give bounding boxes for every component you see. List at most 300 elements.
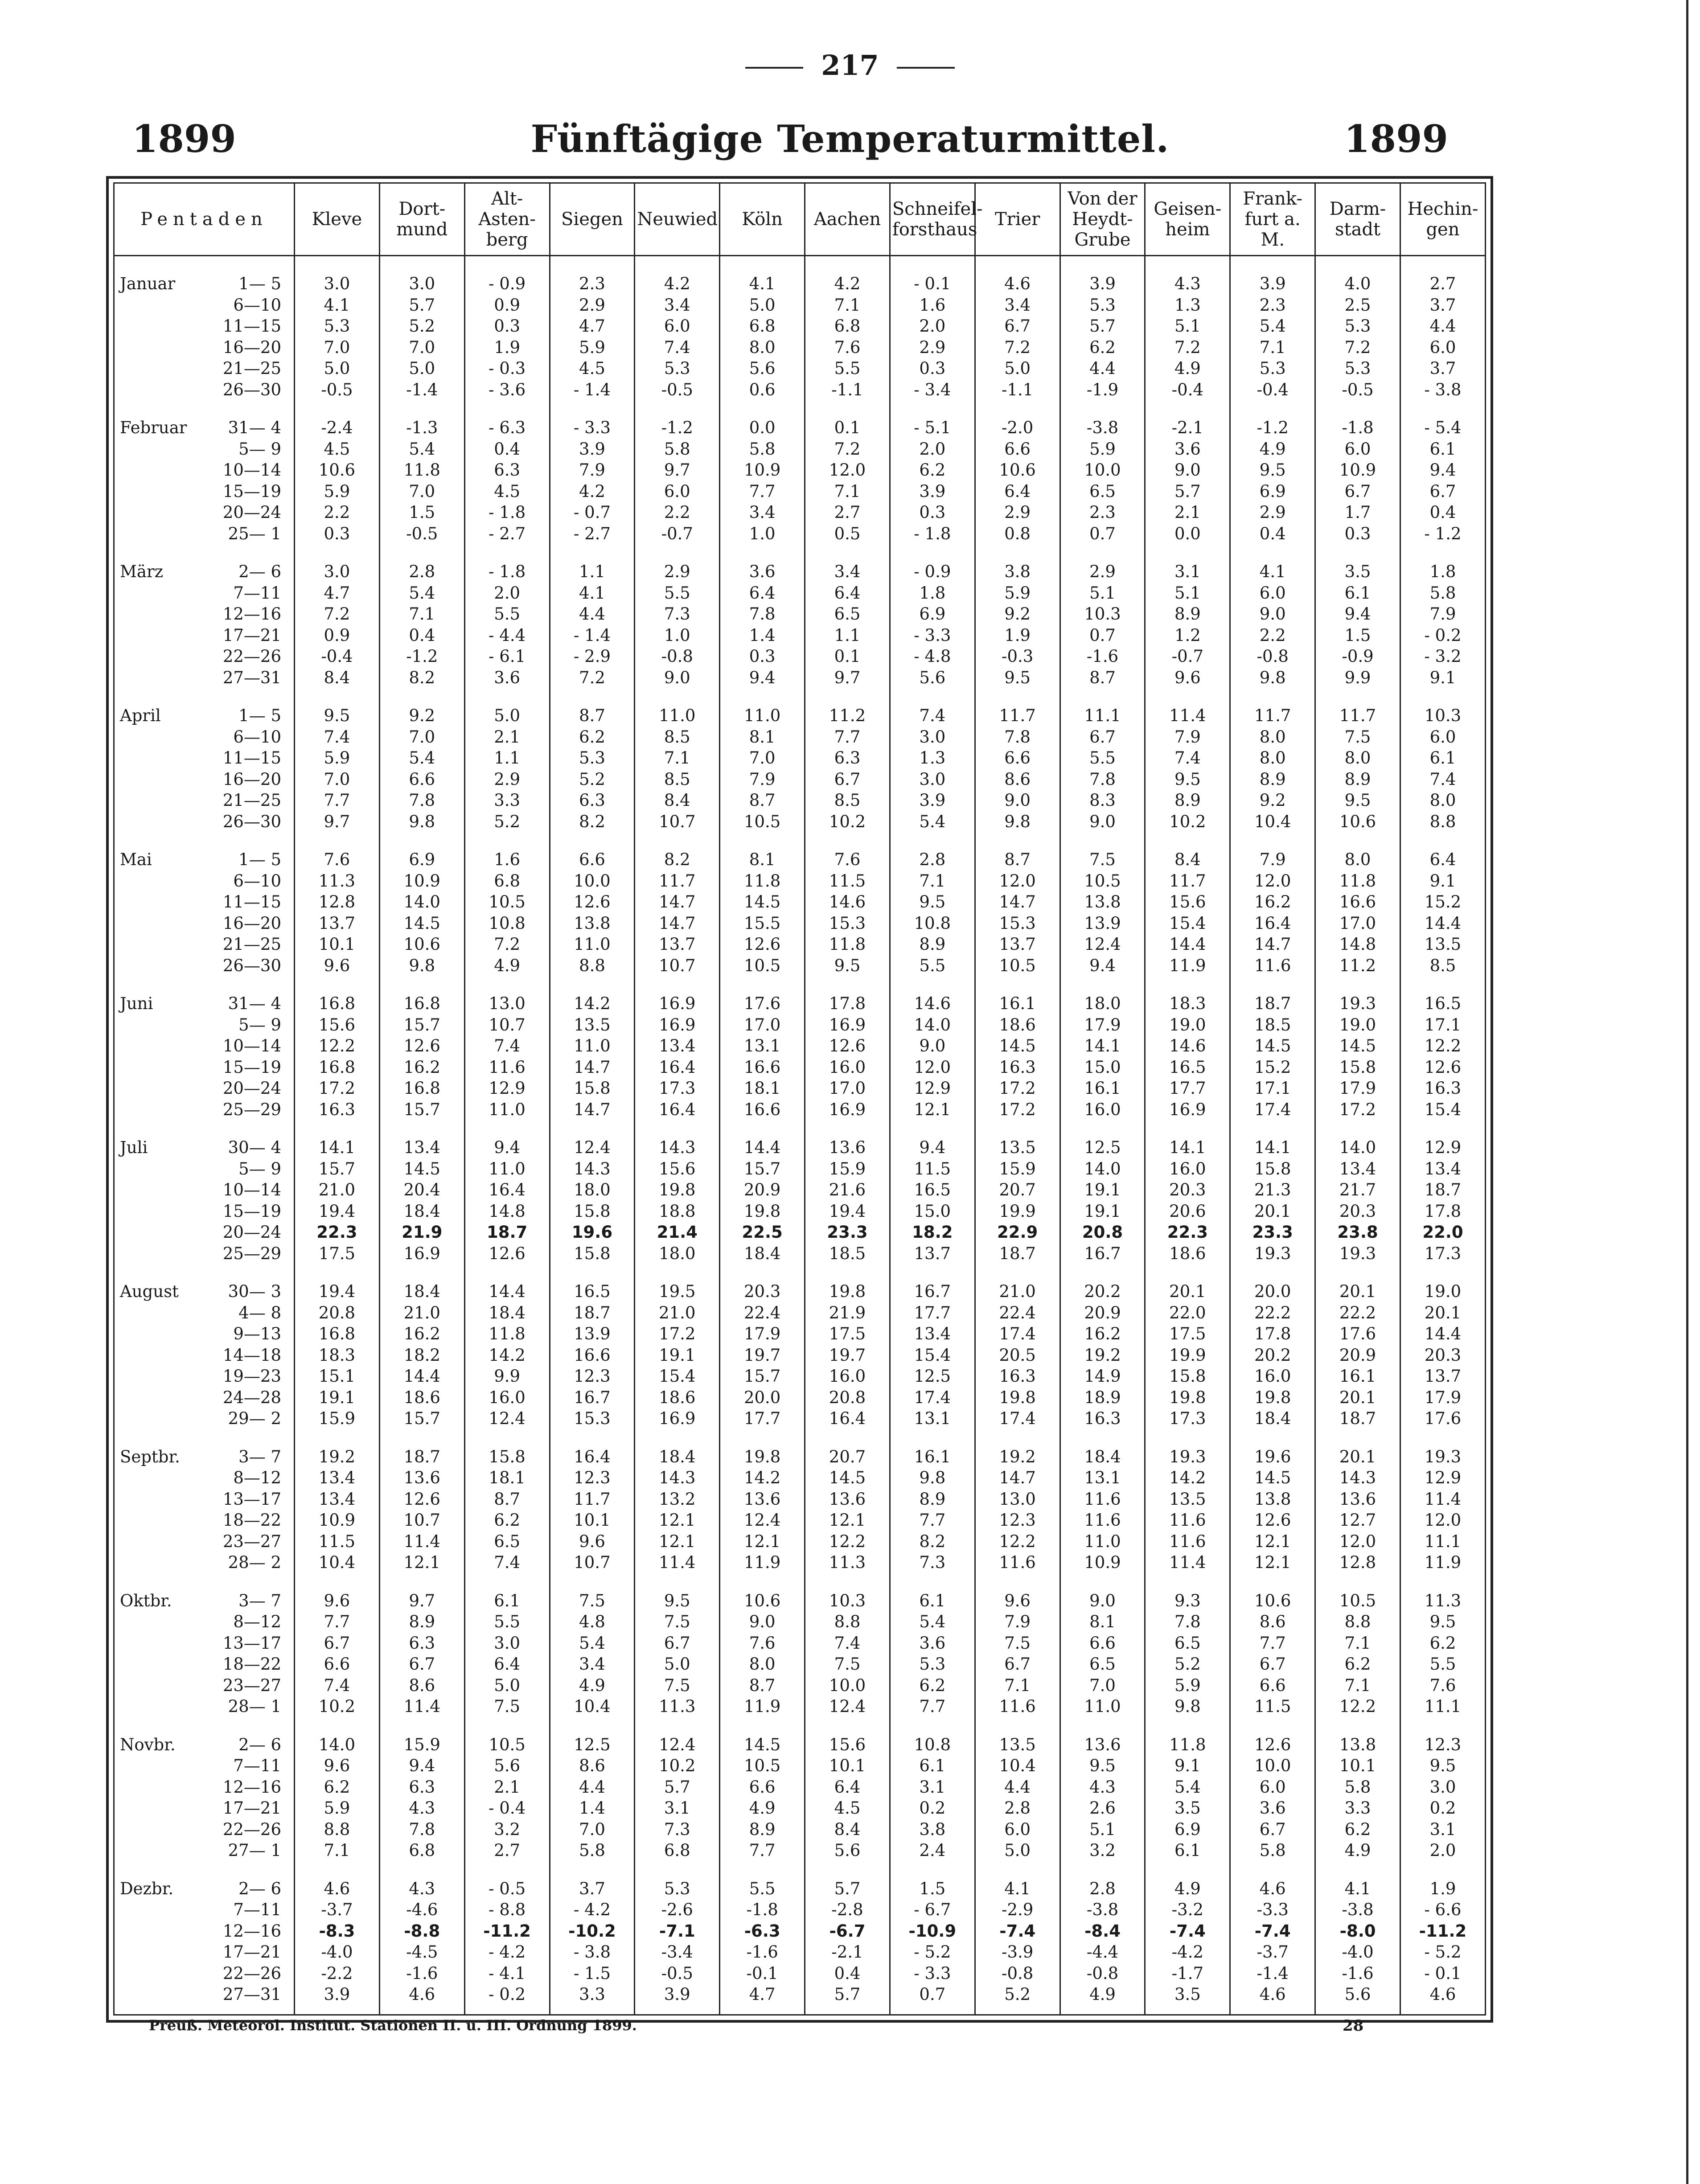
- temperature-value: 7.8: [409, 791, 435, 810]
- temperature-value: 3.4: [1004, 295, 1031, 315]
- station-values-cell: [464, 1281, 550, 1429]
- temperature-value: 10.6: [999, 460, 1036, 480]
- temperature-value: 6.1: [1429, 748, 1456, 768]
- temperature-value: 2.7: [834, 503, 861, 522]
- spacer-cell: [890, 688, 975, 705]
- temperature-value: -8.3: [319, 1921, 355, 1941]
- month-name: [115, 790, 182, 811]
- temperature-value: 0.7: [1089, 524, 1116, 543]
- temperature-value: 7.4: [834, 1633, 861, 1653]
- temperature-value: 11.3: [829, 1553, 866, 1572]
- pentad-label-cell: [114, 1878, 295, 2005]
- spacer-cell: [975, 832, 1060, 849]
- spacer-cell: [1060, 400, 1145, 417]
- temperature-value: 17.2: [999, 1079, 1036, 1098]
- spacer-cell: [295, 1429, 380, 1446]
- temperature-value: 6.6: [579, 850, 605, 869]
- month-name: [115, 1696, 182, 1717]
- temperature-value: 18.7: [403, 1447, 440, 1466]
- temperature-value: 7.4: [1429, 769, 1456, 789]
- pentad-range: 1— 5: [238, 274, 281, 293]
- temperature-value: 15.8: [489, 1447, 526, 1466]
- temperature-value: - 0.5: [489, 1879, 526, 1898]
- pentad-label: [115, 1158, 294, 1180]
- temperature-value: 18.6: [999, 1015, 1036, 1035]
- temperature-value: 3.5: [1174, 1798, 1201, 1818]
- header-station-11: [1230, 183, 1315, 256]
- station-values-cell: [720, 1590, 805, 1717]
- station-values-cell: [1060, 1446, 1145, 1573]
- temperature-value: 14.5: [403, 1159, 440, 1178]
- pentad-range: 7—11: [233, 583, 281, 603]
- temperature-value: 22.0: [1422, 1223, 1463, 1242]
- pentad-label: [115, 891, 294, 913]
- pentad-range: 21—25: [222, 359, 281, 378]
- station-values-cell: [890, 561, 975, 688]
- spacer-cell: [890, 1717, 975, 1734]
- spacer-cell: [720, 976, 805, 993]
- temperature-value: 10.4: [574, 1697, 611, 1716]
- temperature-value: 13.6: [829, 1138, 866, 1157]
- spacer-cell: [464, 688, 550, 705]
- pentad-label: [115, 1099, 294, 1121]
- temperature-value: 6.6: [749, 1777, 776, 1797]
- temperature-value: 14.1: [1084, 1036, 1121, 1055]
- spacer-cell: [550, 544, 635, 561]
- temperature-value: 20.9: [1084, 1303, 1121, 1322]
- temperature-value: 6.4: [1429, 850, 1456, 869]
- spacer-cell: [805, 832, 890, 849]
- temperature-value: 4.3: [1089, 1777, 1116, 1797]
- spacer-cell: [720, 544, 805, 561]
- pentad-range: 2— 6: [238, 1879, 281, 1898]
- pentad-label: [115, 460, 294, 481]
- temperature-value: -1.4: [406, 380, 438, 399]
- month-name: [115, 1675, 182, 1696]
- spacer-cell: [550, 832, 635, 849]
- spacer-cell: [1315, 976, 1400, 993]
- temperature-value: 11.8: [829, 935, 866, 954]
- spacer-cell: [1230, 1861, 1315, 1878]
- temperature-value: 4.6: [1259, 1879, 1286, 1898]
- spacer-cell: [975, 1429, 1060, 1446]
- spacer-cell: [805, 688, 890, 705]
- temperature-value: 11.4: [1169, 706, 1206, 725]
- temperature-value: 3.4: [834, 562, 861, 581]
- month-name: [115, 811, 182, 833]
- month-name: [115, 1158, 182, 1180]
- temperature-value: - 3.4: [914, 380, 951, 399]
- temperature-value: 21.9: [829, 1303, 866, 1322]
- temperature-value: 11.1: [1084, 706, 1121, 725]
- temperature-value: -0.7: [661, 524, 693, 543]
- pentad-range: 20—24: [222, 1223, 281, 1242]
- pentad-range: 3— 7: [238, 1447, 281, 1466]
- pentad-label: [115, 1963, 294, 1984]
- station-values-cell: [379, 417, 464, 544]
- temperature-value: 7.5: [1089, 850, 1116, 869]
- pentad-range: 19—23: [222, 1367, 281, 1386]
- temperature-value: 10.9: [318, 1511, 356, 1530]
- temperature-value: 9.8: [1259, 668, 1286, 687]
- temperature-value: 9.5: [1004, 668, 1031, 687]
- pentad-range: 5— 9: [238, 1015, 281, 1035]
- pentad-range: 30— 3: [228, 1282, 281, 1301]
- temperature-value: 10.5: [743, 812, 781, 831]
- station-values-cell: [1230, 1137, 1315, 1264]
- temperature-value: 13.6: [829, 1489, 866, 1509]
- temperature-value: 18.7: [574, 1303, 611, 1322]
- temperature-value: 2.0: [919, 316, 946, 336]
- scan-edge-line: [1686, 0, 1688, 2184]
- temperature-value: 13.1: [1084, 1468, 1121, 1487]
- station-values-cell: [1400, 273, 1485, 400]
- header-station-3: [550, 183, 635, 256]
- spacer-cell: [379, 1573, 464, 1590]
- spacer-cell: [975, 976, 1060, 993]
- temperature-value: 16.4: [574, 1447, 611, 1466]
- temperature-value: 13.4: [318, 1468, 356, 1487]
- pentad-range: 14—18: [222, 1345, 281, 1365]
- temperature-value: 20.1: [1424, 1303, 1462, 1322]
- station-values-cell: [975, 705, 1060, 832]
- temperature-value: -0.7: [1171, 647, 1204, 666]
- spacer-cell: [1145, 1717, 1230, 1734]
- station-values-cell: [1315, 561, 1400, 688]
- spacer-cell: [464, 2005, 550, 2015]
- temperature-value: 16.1: [914, 1447, 951, 1466]
- pentad-label-cell: [114, 1446, 295, 1573]
- temperature-value: 14.1: [1254, 1138, 1291, 1157]
- spacer-cell: [635, 1573, 720, 1590]
- temperature-value: 6.0: [1344, 439, 1371, 459]
- temperature-value: 9.8: [1004, 812, 1031, 831]
- pentad-range: 27—31: [222, 668, 281, 687]
- temperature-value: 1.1: [494, 748, 521, 768]
- temperature-value: 5.0: [749, 295, 776, 315]
- temperature-value: 13.7: [659, 935, 696, 954]
- temperature-value: 6.3: [579, 791, 605, 810]
- station-values-cell: [464, 993, 550, 1120]
- station-values-cell: [1400, 1281, 1485, 1429]
- temperature-value: 8.9: [1344, 769, 1371, 789]
- temperature-value: 14.1: [318, 1138, 356, 1157]
- pentad-label: [115, 1387, 294, 1408]
- temperature-value: 7.2: [834, 439, 861, 459]
- temperature-value: 0.7: [919, 1985, 946, 2004]
- temperature-value: 13.6: [403, 1468, 440, 1487]
- pentad-label: [115, 1281, 294, 1302]
- station-values-cell: [720, 1137, 805, 1264]
- station-values-cell: [635, 993, 720, 1120]
- pentad-range: 21—25: [222, 791, 281, 810]
- temperature-value: 3.6: [749, 562, 776, 581]
- temperature-value: 16.7: [574, 1388, 611, 1407]
- temperature-value: 1.5: [1344, 625, 1371, 645]
- station-values-cell: [295, 417, 380, 544]
- header-station-line: Alt-Asten-: [478, 189, 536, 230]
- temperature-value: 20.8: [829, 1388, 866, 1407]
- temperature-value: 3.0: [919, 769, 946, 789]
- temperature-value: -1.6: [746, 1942, 778, 1962]
- station-values-cell: [635, 1734, 720, 1861]
- station-values-cell: [550, 417, 635, 544]
- temperature-value: 6.1: [494, 1591, 521, 1610]
- temperature-value: 15.0: [914, 1201, 951, 1221]
- spacer-cell: [805, 1717, 890, 1734]
- temperature-value: 2.7: [1429, 274, 1456, 293]
- temperature-value: 14.5: [743, 892, 781, 911]
- pentad-range: 29— 2: [228, 1409, 281, 1428]
- temperature-value: 5.0: [409, 359, 435, 378]
- temperature-value: 3.5: [1174, 1985, 1201, 2004]
- temperature-value: 10.5: [743, 956, 781, 975]
- temperature-value: 5.6: [749, 359, 776, 378]
- temperature-value: 6.6: [1089, 1633, 1116, 1653]
- temperature-value: 2.9: [579, 295, 605, 315]
- temperature-value: 10.6: [318, 460, 356, 480]
- month-name: [115, 1984, 182, 2005]
- temperature-value: 1.8: [919, 583, 946, 603]
- month-name: [115, 1035, 182, 1057]
- temperature-value: 17.5: [318, 1244, 356, 1263]
- month-block-row: [114, 1878, 1486, 2005]
- spacer-cell: [635, 1429, 720, 1446]
- temperature-value: 5.6: [919, 668, 946, 687]
- month-name: [115, 646, 182, 667]
- temperature-value: -1.6: [1086, 647, 1119, 666]
- temperature-value: 14.8: [489, 1201, 526, 1221]
- temperature-value: 5.5: [834, 359, 861, 378]
- temperature-value: 5.4: [919, 812, 946, 831]
- temperature-value: 22.3: [316, 1223, 357, 1242]
- temperature-value: 13.7: [1424, 1367, 1462, 1386]
- spacer-cell: [1230, 1717, 1315, 1734]
- station-values-cell: [464, 273, 550, 400]
- temperature-value: 5.4: [409, 439, 435, 459]
- month-name: [115, 625, 182, 646]
- temperature-value: 10.1: [574, 1511, 611, 1530]
- spacer-cell: [1400, 1120, 1485, 1137]
- temperature-value: 1.8: [1429, 562, 1456, 581]
- temperature-value: -0.5: [321, 380, 353, 399]
- temperature-value: 21.9: [402, 1223, 443, 1242]
- temperature-value: 3.6: [919, 1633, 946, 1653]
- temperature-value: 4.9: [749, 1798, 776, 1818]
- temperature-value: 6.2: [1344, 1819, 1371, 1839]
- temperature-value: 6.5: [1174, 1633, 1201, 1653]
- temperature-value: 10.2: [1169, 812, 1206, 831]
- month-name: [115, 1552, 182, 1573]
- spacer-cell: [295, 1120, 380, 1137]
- temperature-value: 6.9: [1174, 1819, 1201, 1839]
- pentad-label: [115, 417, 294, 439]
- temperature-value: 17.7: [743, 1409, 781, 1428]
- temperature-value: 9.7: [409, 1591, 435, 1610]
- temperature-value: 2.3: [1089, 503, 1116, 522]
- temperature-value: -7.4: [1169, 1921, 1206, 1941]
- temperature-value: 5.5: [919, 956, 946, 975]
- spacer-cell: [114, 688, 295, 705]
- pentad-label: [115, 934, 294, 955]
- temperature-value: 6.5: [1089, 481, 1116, 501]
- temperature-value: 4.6: [324, 1879, 350, 1898]
- spacer-cell: [114, 1264, 295, 1281]
- month-name: [115, 1243, 182, 1264]
- header-station-line: Frank-: [1243, 189, 1302, 209]
- temperature-value: -1.2: [661, 418, 693, 437]
- temperature-value: 8.8: [579, 956, 605, 975]
- temperature-value: 9.5: [1429, 1612, 1456, 1631]
- pentad-label: [115, 1878, 294, 1900]
- temperature-value: 16.4: [1254, 913, 1291, 933]
- spacer-row: [114, 976, 1486, 993]
- pentad-range: 22—26: [222, 1963, 281, 1983]
- temperature-value: 17.8: [829, 994, 866, 1013]
- temperature-value: 16.2: [403, 1057, 440, 1077]
- spacer-cell: [550, 256, 635, 274]
- station-values-cell: [975, 1734, 1060, 1861]
- temperature-value: 6.2: [1344, 1654, 1371, 1674]
- temperature-value: - 1.8: [489, 503, 526, 522]
- station-values-cell: [635, 417, 720, 544]
- temperature-value: 7.7: [834, 727, 861, 747]
- temperature-value: 9.2: [409, 706, 435, 725]
- spacer-cell: [975, 256, 1060, 274]
- station-values-cell: [720, 993, 805, 1120]
- header-station-line: mund: [396, 219, 448, 240]
- temperature-value: 8.9: [1259, 769, 1286, 789]
- temperature-value: 20.8: [318, 1303, 356, 1322]
- temperature-value: 6.2: [919, 1675, 946, 1695]
- temperature-value: 12.1: [829, 1511, 866, 1530]
- spacer-cell: [805, 400, 890, 417]
- temperature-value: - 4.2: [489, 1942, 526, 1962]
- pentad-label-cell: [114, 993, 295, 1120]
- month-name: [115, 603, 182, 625]
- temperature-value: 12.6: [829, 1036, 866, 1055]
- temperature-value: 7.5: [664, 1612, 690, 1631]
- temperature-value: 14.5: [743, 1735, 781, 1754]
- temperature-value: 6.2: [1089, 337, 1116, 357]
- temperature-value: 7.2: [324, 604, 350, 624]
- temperature-value: 19.8: [1169, 1388, 1206, 1407]
- temperature-value: 2.3: [1259, 295, 1286, 315]
- temperature-value: 6.9: [1259, 481, 1286, 501]
- temperature-value: 11.6: [1169, 1511, 1206, 1530]
- pentad-label: [115, 1984, 294, 2005]
- temperature-value: 14.2: [574, 994, 611, 1013]
- temperature-value: 11.5: [829, 871, 866, 891]
- temperature-value: 5.3: [919, 1654, 946, 1674]
- temperature-value: 6.4: [1004, 481, 1031, 501]
- temperature-value: 5.4: [919, 1612, 946, 1631]
- temperature-value: 20.7: [999, 1180, 1036, 1199]
- temperature-value: 10.6: [1339, 812, 1376, 831]
- temperature-value: 13.5: [999, 1138, 1036, 1157]
- pentad-label-cell: [114, 561, 295, 688]
- spacer-cell: [379, 832, 464, 849]
- station-values-cell: [805, 561, 890, 688]
- temperature-value: 17.2: [659, 1324, 696, 1343]
- temperature-value: 19.1: [318, 1388, 356, 1407]
- pentad-label: [115, 993, 294, 1014]
- temperature-value: 5.9: [1174, 1675, 1201, 1695]
- temperature-value: 5.8: [579, 1841, 605, 1860]
- spacer-cell: [635, 2005, 720, 2015]
- temperature-value: 5.4: [409, 748, 435, 768]
- spacer-cell: [1230, 976, 1315, 993]
- temperature-value: 12.1: [403, 1553, 440, 1572]
- pentad-range: 12—16: [222, 1777, 281, 1797]
- temperature-value: 11.0: [1084, 1531, 1121, 1551]
- spacer-cell: [1315, 688, 1400, 705]
- temperature-value: - 6.1: [489, 647, 526, 666]
- spacer-cell: [1230, 400, 1315, 417]
- temperature-value: 18.1: [489, 1468, 526, 1487]
- pentad-range: 26—30: [222, 956, 281, 975]
- spacer-cell: [720, 1264, 805, 1281]
- temperature-value: 19.0: [1339, 1015, 1376, 1035]
- temperature-value: 2.9: [1089, 562, 1116, 581]
- temperature-value: 14.4: [1424, 913, 1462, 933]
- pentad-range: 1— 5: [238, 706, 281, 725]
- spacer-cell: [805, 1861, 890, 1878]
- spacer-cell: [1315, 256, 1400, 274]
- temperature-value: 3.5: [1344, 562, 1371, 581]
- temperature-value: - 4.8: [914, 647, 951, 666]
- temperature-value: 6.3: [834, 748, 861, 768]
- temperature-value: 15.8: [574, 1079, 611, 1098]
- spacer-cell: [1315, 1573, 1400, 1590]
- temperature-value: 3.1: [664, 1798, 690, 1818]
- temperature-value: 8.8: [324, 1819, 350, 1839]
- month-name: April: [120, 706, 161, 725]
- station-values-cell: [295, 993, 380, 1120]
- temperature-value: 11.3: [318, 871, 356, 891]
- spacer-cell: [1145, 256, 1230, 274]
- header-station-13: [1400, 183, 1485, 256]
- temperature-value: 15.4: [1424, 1100, 1462, 1119]
- temperature-value: 5.9: [1004, 583, 1031, 603]
- temperature-value: 11.3: [659, 1697, 696, 1716]
- temperature-value: 10.9: [1339, 460, 1376, 480]
- temperature-value: 7.1: [834, 295, 861, 315]
- station-values-cell: [379, 705, 464, 832]
- temperature-value: 3.2: [1089, 1841, 1116, 1860]
- temperature-value: 6.1: [919, 1756, 946, 1775]
- temperature-value: - 0.2: [1424, 625, 1462, 645]
- temperature-value: 7.1: [1259, 337, 1286, 357]
- temperature-value: 8.9: [919, 935, 946, 954]
- spacer-row: [114, 1717, 1486, 1734]
- temperature-value: 5.1: [1089, 583, 1116, 603]
- station-values-cell: [805, 1281, 890, 1429]
- station-values-cell: [379, 561, 464, 688]
- pentad-label: [115, 955, 294, 977]
- temperature-value: 1.9: [1004, 625, 1031, 645]
- temperature-value: -1.4: [1257, 1963, 1289, 1983]
- spacer-cell: [464, 1861, 550, 1878]
- temperature-value: 7.3: [664, 604, 690, 624]
- temperature-value: 7.7: [324, 791, 350, 810]
- temperature-value: 18.7: [486, 1223, 528, 1242]
- station-values-cell: [1145, 417, 1230, 544]
- temperature-value: 9.6: [1174, 668, 1201, 687]
- temperature-value: 2.9: [1259, 503, 1286, 522]
- temperature-value: 8.8: [1344, 1612, 1371, 1631]
- temperature-value: 19.2: [318, 1447, 356, 1466]
